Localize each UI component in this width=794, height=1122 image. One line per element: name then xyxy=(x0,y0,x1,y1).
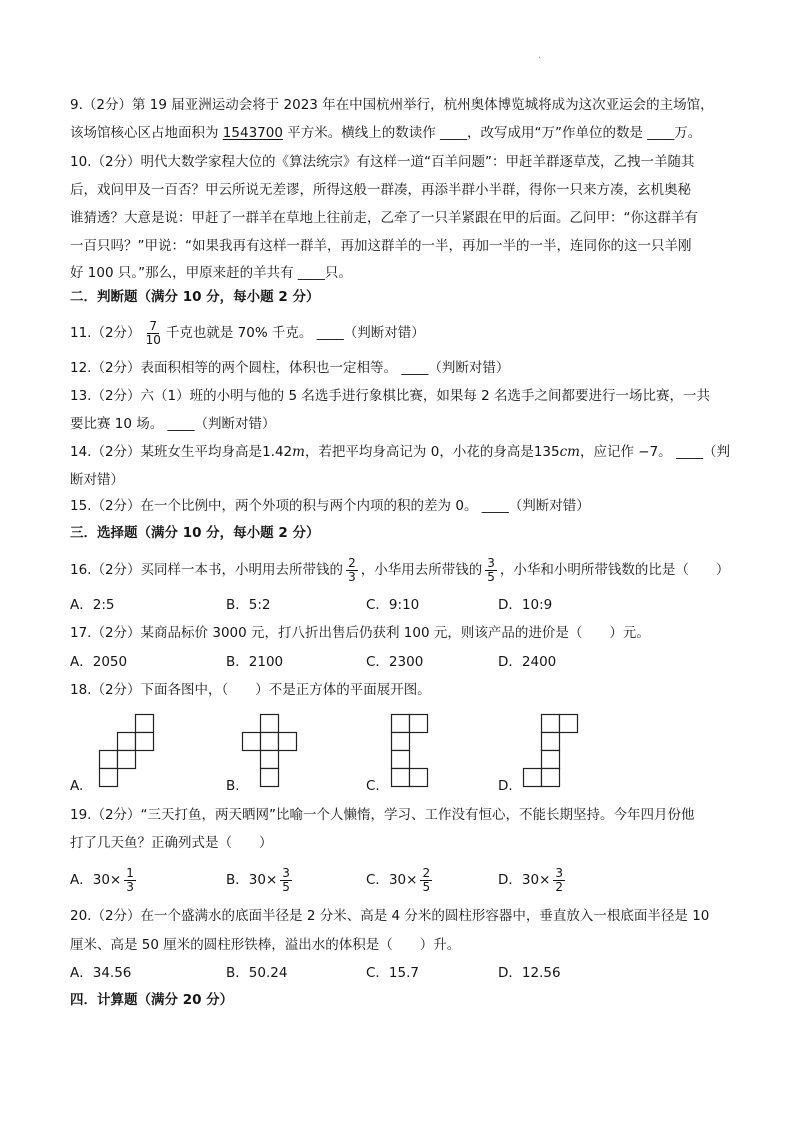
section-4-title: 四．计算题（满分 20 分） xyxy=(70,992,234,1008)
net-b-cell xyxy=(261,733,279,751)
q9-text-post: 平方米。横线上的数读作 ____，改写成用“万”作单位的数是 ____万。 xyxy=(282,125,702,141)
q11-denominator: 10 xyxy=(145,332,161,347)
q16-option-c: C．9:10 xyxy=(366,597,420,613)
question-13-line-1: 13.（2分）六（1）班的小明与他的 5 名选手进行象棋比赛，如果每 2 名选手之间都要进行一场比赛，一共 xyxy=(70,388,710,404)
question-19-line-2: 打了几天鱼？正确列式是（ ） xyxy=(70,835,273,851)
q16-f2-denominator: 5 xyxy=(487,569,495,584)
net-a-cell xyxy=(100,751,118,769)
section-3-title: 三．选择题（满分 10 分，每小题 2 分） xyxy=(70,525,320,541)
question-17: 17.（2分）某商品标价 3000 元，打八折出售后仍获利 100 元，则该产品的进价是（ ）元。 xyxy=(70,625,650,641)
q18-label-c: C. xyxy=(366,778,380,794)
net-d-cell xyxy=(542,769,560,787)
question-20-line-1: 20.（2分）在一个盛满水的底面半径是 2 分米、高是 4 分米的圆柱形容器中，垂直放入一根底面半径是 10 xyxy=(70,908,710,924)
net-a-cell xyxy=(100,769,118,787)
q16-fraction-1 xyxy=(346,557,358,584)
q18-label-a: A. xyxy=(70,778,84,794)
question-14-line-1 xyxy=(70,443,730,461)
q17-option-a: A．2050 xyxy=(70,654,128,670)
q11-fraction xyxy=(144,320,163,347)
net-a-cell xyxy=(118,733,136,751)
q14-text-2: ，若把平均身高记为 0，小花的身高是 xyxy=(304,444,534,460)
q16-f1-numerator: 2 xyxy=(348,555,356,570)
net-c-cell xyxy=(410,715,428,733)
q11-prefix: 11.（2分） xyxy=(70,325,141,341)
question-18: 18.（2分）下面各图中，（ ）不是正方体的平面展开图。 xyxy=(70,682,431,698)
q19-option-a xyxy=(70,865,139,895)
q14-text-1: 14.（2分）某班女生平均身高是 xyxy=(70,444,263,460)
q19-option-b xyxy=(226,865,295,895)
q19-b-denominator: 5 xyxy=(282,879,290,894)
q19-a-fraction xyxy=(124,867,136,894)
q16-option-d: D．10:9 xyxy=(498,597,553,613)
q19-a-numerator: 1 xyxy=(126,865,134,880)
net-b-cell xyxy=(261,769,279,787)
net-d-cell xyxy=(542,733,560,751)
question-20-line-2: 厘米、高是 50 厘米的圆柱形铁棒，溢出水的体积是（ ）升。 xyxy=(70,937,461,953)
q14-text-3: ，应记作 −7。 ____（判 xyxy=(579,444,730,460)
net-d-cell xyxy=(524,769,542,787)
q19-c-denominator: 5 xyxy=(422,879,431,894)
q17-option-c: C．2300 xyxy=(366,654,424,670)
net-b-cell xyxy=(243,733,261,751)
net-b-cell xyxy=(279,733,297,751)
page-mark: . xyxy=(538,50,542,61)
net-c-cell xyxy=(392,769,410,787)
q9-text-pre: 该场馆核心区占地面积为 xyxy=(70,125,223,141)
q19-a-label: A． xyxy=(70,872,93,888)
q19-d-numerator: 3 xyxy=(555,865,564,880)
q18-label-d: D. xyxy=(498,778,513,794)
q17-option-d: D．2400 xyxy=(498,654,557,670)
cube-net-figure-a xyxy=(97,713,157,789)
net-a-cell xyxy=(136,733,154,751)
q14-unit-2: cm xyxy=(559,444,580,460)
q16-text-2: ，小华用去所带钱的 xyxy=(360,562,483,578)
question-10-line-1: 10.（2分）明代大数学家程大位的《算法统宗》有这样一道“百羊问题”：甲赶羊群逐草茂，乙拽一羊随其 xyxy=(70,154,695,170)
q19-d-fraction xyxy=(553,867,565,894)
net-b-cell xyxy=(261,751,279,769)
q19-c-fraction xyxy=(420,867,432,894)
question-9-line-1: 9.（2分）第 19 届亚洲运动会将于 2023 年在中国杭州举行，杭州奥体博览城将成为这次亚运会的主场馆， xyxy=(70,97,714,113)
q16-f1-denominator: 3 xyxy=(348,569,356,584)
section-2-title: 二．判断题（满分 10 分，每小题 2 分） xyxy=(70,289,320,305)
net-c-cell xyxy=(392,751,410,769)
q14-value-1: 1.42 xyxy=(262,444,293,460)
q16-text-1: 16.（2分）买同样一本书，小明用去所带钱的 xyxy=(70,562,344,578)
net-c-cell xyxy=(392,733,410,751)
q9-area-number: 1543700 xyxy=(222,125,283,141)
q19-d-expr: 30× xyxy=(521,872,551,888)
question-11 xyxy=(70,318,425,348)
question-10-line-4: 一百只吗？”甲说：“如果我再有这样一群羊，再加这群羊的一半，再加一半的一半，连同你的这一只羊刚 xyxy=(70,238,692,254)
q19-b-numerator: 3 xyxy=(282,865,290,880)
cube-net-figure-d xyxy=(521,713,581,789)
q20-option-a: A．34.56 xyxy=(70,965,132,981)
q11-suffix: 千克也就是 70% 千克。 ____（判断对错） xyxy=(165,325,425,341)
q19-b-label: B． xyxy=(226,872,249,888)
question-15: 15.（2分）在一个比例中，两个外项的积与两个内项的积的差为 0。 ____（判断对错） xyxy=(70,498,590,514)
question-9-line-2 xyxy=(70,124,701,142)
q19-option-d xyxy=(498,865,568,895)
question-16 xyxy=(70,555,729,585)
q16-option-a: A．2:5 xyxy=(70,597,115,613)
q18-label-b: B. xyxy=(226,778,240,794)
q19-b-expr: 30× xyxy=(248,872,278,888)
q19-b-fraction xyxy=(280,867,292,894)
net-d-cell xyxy=(542,715,560,733)
q16-option-b: B．5:2 xyxy=(226,597,271,613)
q19-d-label: D． xyxy=(498,872,522,888)
net-c-cell xyxy=(392,715,410,733)
net-d-cell xyxy=(542,751,560,769)
question-10-line-2: 后，戏问甲及一百否？甲云所说无差谬，所得这般一群凑，再添半群小半群，得你一只来方凑，玄机奥秘 xyxy=(70,182,691,198)
net-b-cell xyxy=(261,715,279,733)
q19-option-c xyxy=(366,865,435,895)
question-13-line-2: 要比赛 10 场。 ____（判断对错） xyxy=(70,416,276,432)
q11-numerator: 7 xyxy=(149,318,158,333)
q16-fraction-2 xyxy=(485,557,497,584)
net-a-cell xyxy=(118,751,136,769)
net-c-cell xyxy=(410,769,428,787)
q19-a-denominator: 3 xyxy=(126,879,134,894)
net-a-cell xyxy=(136,715,154,733)
q20-option-c: C．15.7 xyxy=(366,965,419,981)
q16-f2-numerator: 3 xyxy=(487,555,495,570)
q20-option-d: D．12.56 xyxy=(498,965,561,981)
question-10-line-5: 好 100 只。”那么，甲原来赶的羊共有 ____只。 xyxy=(70,265,352,281)
q14-unit-1: m xyxy=(292,444,305,460)
q19-c-expr: 30× xyxy=(388,872,418,888)
q19-d-denominator: 2 xyxy=(555,879,564,894)
q19-c-numerator: 2 xyxy=(422,865,431,880)
q14-value-2: 135 xyxy=(533,444,560,460)
question-10-line-3: 谁猜透？大意是说：甲赶了一群羊在草地上往前走，乙牵了一只羊紧跟在甲的后面。乙问甲：“你这群羊有 xyxy=(70,210,698,226)
q16-text-3: ，小华和小明所带钱数的比是（ ） xyxy=(499,562,730,578)
question-19-line-1: 19.（2分）“三天打鱼，两天晒网”比喻一个人懒惰，学习、工作没有恒心，不能长期坚持。今年四月份他 xyxy=(70,807,695,823)
q19-c-label: C． xyxy=(366,872,389,888)
cube-net-figure-b xyxy=(240,713,300,789)
question-12: 12.（2分）表面积相等的两个圆柱，体积也一定相等。 ____（判断对错） xyxy=(70,360,510,376)
question-14-line-2: 断对错） xyxy=(70,472,124,488)
q17-option-b: B．2100 xyxy=(226,654,284,670)
net-d-cell xyxy=(560,715,578,733)
cube-net-figure-c xyxy=(389,713,431,789)
q19-a-expr: 30× xyxy=(92,872,122,888)
q20-option-b: B．50.24 xyxy=(226,965,288,981)
